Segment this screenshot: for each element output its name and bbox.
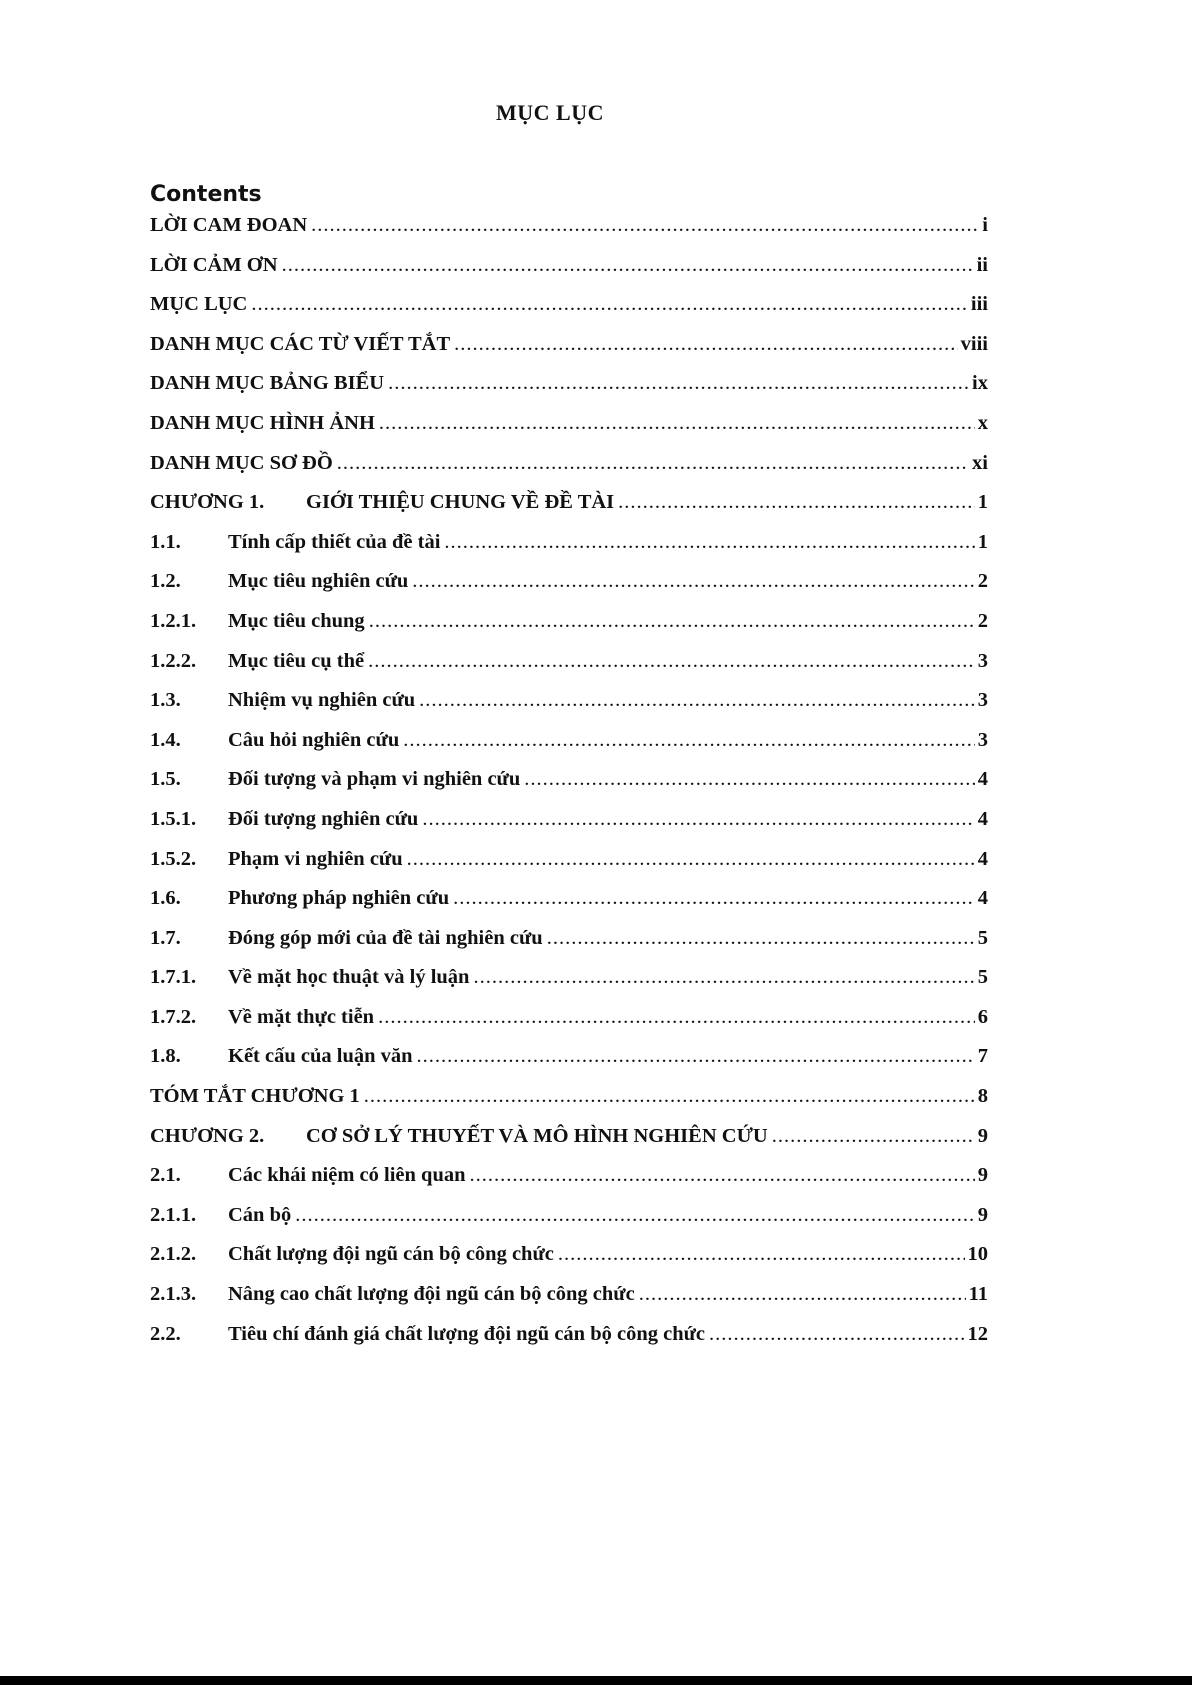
toc-entry-label: Phạm vi nghiên cứu (228, 847, 403, 870)
toc-entry-number: 1.7. (150, 926, 181, 949)
toc-entry-label: LỜI CẢM ƠN (150, 253, 278, 276)
toc-entry[interactable] (150, 531, 988, 571)
toc-entry-page-number: 5 (977, 966, 988, 989)
toc-entry[interactable] (150, 452, 988, 492)
table-of-contents (150, 214, 988, 1362)
toc-dot-leader (412, 570, 974, 593)
toc-entry[interactable] (150, 729, 988, 769)
toc-dot-leader (709, 1323, 965, 1346)
toc-entry-label: Đóng góp mới của đề tài nghiên cứu (228, 926, 543, 949)
toc-entry-label: LỜI CAM ĐOAN (150, 214, 308, 236)
toc-entry-label: Mục tiêu nghiên cứu (228, 570, 409, 593)
toc-entry-number: CHƯƠNG 2. (150, 1124, 265, 1147)
toc-entry-page-number: i (982, 214, 988, 236)
toc-entry-page-number: iii (970, 293, 988, 316)
toc-dot-leader (419, 689, 975, 712)
toc-entry-label: TÓM TẮT CHƯƠNG 1 (150, 1085, 360, 1108)
toc-entry-page-number: 6 (977, 1005, 988, 1028)
toc-entry-number: 2.1.2. (150, 1243, 197, 1266)
toc-entry-page-number: 10 (967, 1243, 988, 1266)
toc-entry-label: Phương pháp nghiên cứu (228, 887, 450, 910)
toc-entry-label: DANH MỤC CÁC TỪ VIẾT TẮT (150, 332, 451, 355)
toc-entry-page-number: 5 (977, 926, 988, 949)
toc-entry-number: 1.2. (150, 570, 181, 593)
toc-entry-label: MỤC LỤC (150, 293, 248, 316)
toc-dot-leader (407, 848, 975, 871)
toc-entry-page-number: 1 (977, 530, 988, 553)
toc-entry-number: 2.2. (150, 1322, 181, 1345)
toc-entry[interactable] (150, 293, 988, 333)
toc-entry-page-number: 12 (967, 1322, 988, 1345)
toc-dot-leader (524, 768, 974, 791)
toc-entry-number: 1.5.2. (150, 847, 197, 870)
bottom-border (0, 1676, 1192, 1685)
toc-entry-number: 1.3. (150, 689, 181, 712)
toc-entry-label: CƠ SỞ LÝ THUYẾT VÀ MÔ HÌNH NGHIÊN CỨU (306, 1124, 768, 1147)
toc-entry-number: 2.1. (150, 1164, 181, 1187)
toc-entry-page-number: 9 (977, 1124, 988, 1147)
toc-entry-page-number: 7 (977, 1045, 988, 1068)
toc-entry-label: Mục tiêu chung (228, 609, 365, 632)
toc-entry[interactable] (150, 848, 988, 888)
toc-entry-label: Tiêu chí đánh giá chất lượng đội ngũ cán bộ công chức (228, 1322, 705, 1345)
toc-dot-leader (470, 1164, 975, 1187)
toc-entry[interactable] (150, 214, 988, 254)
toc-entry-page-number: 1 (977, 491, 988, 514)
toc-dot-leader (364, 1085, 975, 1108)
toc-dot-leader (454, 333, 958, 356)
toc-dot-leader (639, 1283, 966, 1306)
toc-entry-label: DANH MỤC HÌNH ẢNH (150, 411, 375, 434)
toc-entry-label: Về mặt học thuật và lý luận (228, 966, 470, 989)
toc-entry[interactable] (150, 966, 988, 1006)
toc-entry[interactable] (150, 1006, 988, 1046)
toc-entry[interactable] (150, 1283, 988, 1323)
toc-entry-page-number: 3 (977, 649, 988, 672)
toc-dot-leader (444, 531, 974, 554)
toc-entry-page-number: x (977, 411, 988, 434)
toc-entry-page-number: 4 (977, 887, 988, 910)
toc-entry[interactable] (150, 927, 988, 967)
toc-entry-number: 1.6. (150, 887, 181, 910)
toc-dot-leader (369, 610, 975, 633)
contents-heading: Contents (150, 182, 262, 207)
toc-entry-page-number: 3 (977, 689, 988, 712)
toc-entry[interactable] (150, 412, 988, 452)
toc-entry-number: 2.1.1. (150, 1203, 197, 1226)
toc-entry-label: Nhiệm vụ nghiên cứu (228, 689, 416, 712)
toc-dot-leader (251, 293, 968, 316)
toc-entry-number: 2.1.3. (150, 1283, 197, 1306)
toc-entry[interactable] (150, 333, 988, 373)
toc-dot-leader (337, 452, 969, 475)
toc-dot-leader (379, 412, 975, 435)
toc-dot-leader (473, 966, 974, 989)
toc-entry-number: 1.8. (150, 1045, 181, 1068)
toc-entry[interactable] (150, 887, 988, 927)
toc-entry[interactable] (150, 1085, 988, 1125)
toc-dot-leader (388, 372, 969, 395)
toc-entry-label: DANH MỤC SƠ ĐỒ (150, 451, 333, 474)
toc-dot-leader (558, 1243, 965, 1266)
toc-dot-leader (295, 1204, 975, 1227)
toc-entry-page-number: 11 (968, 1283, 988, 1306)
toc-entry-page-number: 3 (977, 728, 988, 751)
toc-dot-leader (311, 214, 979, 237)
toc-entry-label: Đối tượng nghiên cứu (228, 807, 419, 830)
toc-entry-page-number: ix (972, 372, 988, 395)
toc-entry[interactable] (150, 1164, 988, 1204)
toc-entry-page-number: 4 (977, 847, 988, 870)
toc-entry-label: Tính cấp thiết của đề tài (228, 530, 441, 553)
toc-entry[interactable] (150, 1125, 988, 1165)
toc-entry-label: Kết cấu của luận văn (228, 1045, 413, 1068)
toc-entry-number: 1.1. (150, 530, 181, 553)
toc-entry-label: Các khái niệm có liên quan (228, 1164, 466, 1187)
toc-entry-number: 1.4. (150, 728, 181, 751)
toc-dot-leader (378, 1006, 975, 1029)
toc-entry-label: Mục tiêu cụ thể (228, 649, 365, 672)
toc-entry[interactable] (150, 372, 988, 412)
toc-entry-number: 1.2.1. (150, 609, 197, 632)
toc-entry-label: DANH MỤC BẢNG BIỂU (150, 372, 385, 395)
toc-entry-number: 1.7.1. (150, 966, 197, 989)
toc-entry-label: Đối tượng và phạm vi nghiên cứu (228, 768, 521, 791)
toc-dot-leader (453, 887, 975, 910)
toc-entry-label: Về mặt thực tiễn (228, 1005, 375, 1028)
toc-entry[interactable] (150, 491, 988, 531)
toc-entry-page-number: 9 (977, 1203, 988, 1226)
toc-entry-page-number: 4 (977, 807, 988, 830)
toc-entry[interactable] (150, 570, 988, 610)
toc-entry-label: GIỚI THIỆU CHUNG VỀ ĐỀ TÀI (306, 491, 615, 514)
toc-entry-number: 1.7.2. (150, 1005, 197, 1028)
toc-entry-label: Cán bộ (228, 1203, 292, 1226)
toc-entry[interactable] (150, 808, 988, 848)
toc-entry[interactable] (150, 1323, 988, 1363)
toc-dot-leader (547, 927, 975, 950)
toc-entry-page-number: ii (976, 253, 988, 276)
toc-entry[interactable] (150, 689, 988, 729)
toc-entry-label: Nâng cao chất lượng đội ngũ cán bộ công chức (228, 1283, 635, 1306)
toc-entry[interactable] (150, 254, 988, 294)
toc-entry-page-number: 2 (977, 570, 988, 593)
toc-entry[interactable] (150, 768, 988, 808)
toc-dot-leader (368, 650, 975, 673)
toc-entry-number: 1.2.2. (150, 649, 197, 672)
toc-entry-page-number: 4 (977, 768, 988, 791)
toc-entry[interactable] (150, 650, 988, 690)
toc-entry-label: Câu hỏi nghiên cứu (228, 728, 400, 751)
toc-dot-leader (282, 254, 974, 277)
toc-entry-number: 1.5. (150, 768, 181, 791)
toc-dot-leader (422, 808, 974, 831)
page-title: MỤC LỤC (496, 100, 604, 125)
toc-dot-leader (618, 491, 975, 514)
toc-entry[interactable] (150, 1045, 988, 1085)
toc-entry-page-number: xi (972, 451, 988, 474)
toc-dot-leader (417, 1045, 975, 1068)
toc-entry-label: Chất lượng đội ngũ cán bộ công chức (228, 1243, 554, 1266)
toc-entry-page-number: viii (960, 332, 988, 355)
toc-dot-leader (772, 1125, 975, 1148)
toc-entry-number: CHƯƠNG 1. (150, 491, 265, 514)
toc-entry-page-number: 2 (977, 609, 988, 632)
toc-dot-leader (403, 729, 975, 752)
toc-entry-page-number: 8 (977, 1085, 988, 1108)
toc-entry-number: 1.5.1. (150, 807, 197, 830)
toc-entry[interactable] (150, 1204, 988, 1244)
toc-entry[interactable] (150, 610, 988, 650)
toc-entry-page-number: 9 (977, 1164, 988, 1187)
toc-entry[interactable] (150, 1243, 988, 1283)
